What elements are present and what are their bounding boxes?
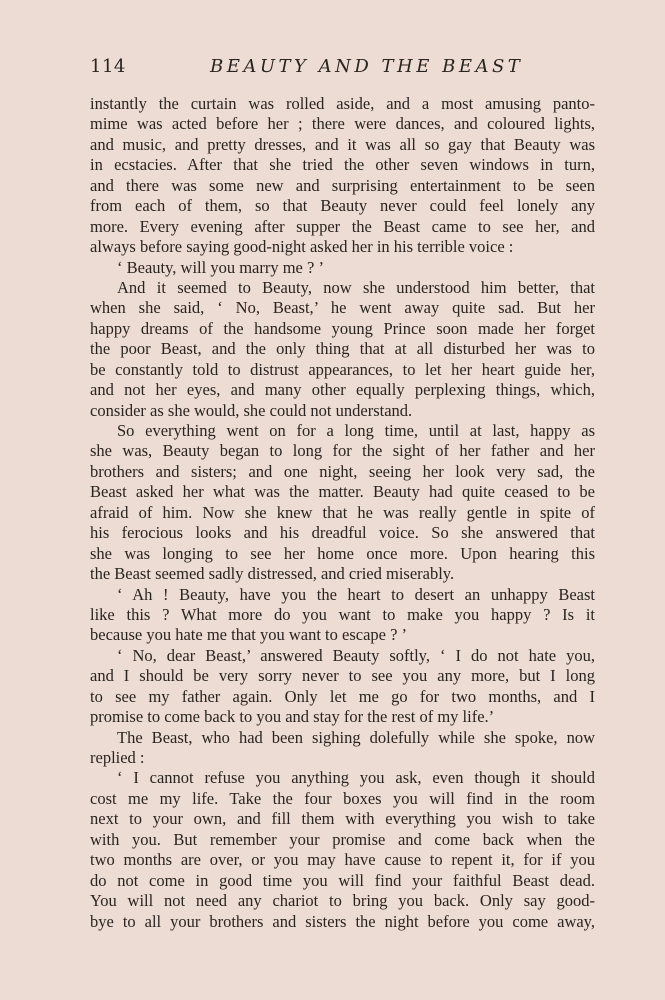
text-line: So everything went on for a long time, until at last, happy as [117, 421, 595, 440]
text-line: in ecstacies. After that she tried the other seven windows in turn, [90, 155, 595, 175]
text-line: next to your own, and fill them with everything you wish to take [90, 809, 595, 829]
text-line: Beast asked her what was the matter. Beauty had quite ceased to be [90, 482, 595, 502]
text-line: afraid of him. Now she knew that he was really gentle in spite of [90, 502, 595, 522]
text-line: more. Every evening after supper the Beast came to see her, and [90, 216, 595, 236]
text-line: she was longing to see her home once more. Upon hearing this [90, 543, 595, 563]
text-line: happy dreams of the handsome young Prince soon made her forget [90, 318, 595, 338]
text-line: she was, Beauty began to long for the sight of her father and her [90, 441, 595, 461]
text-line: You will not need any chariot to bring you back. Only say good- [90, 891, 595, 911]
text-line: the poor Beast, and the only thing that at all disturbed her was to [90, 339, 595, 359]
body-text [90, 94, 595, 932]
text-line: cost me my life. Take the four boxes you will find in the room [90, 788, 595, 808]
text-line: The Beast, who had been sighing dolefully while she spoke, now [117, 727, 595, 747]
text-line: And it seemed to Beauty, now she understood him better, that [117, 277, 595, 297]
text-line: ‘ Beauty, will you marry me ? ’ [117, 257, 324, 277]
text-line: because you hate me that you want to escape ? ’ [90, 625, 408, 645]
page-number: 114 [90, 56, 126, 77]
text-line: with you. But remember your promise and come back when the [90, 829, 595, 849]
text-line: brothers and sisters; and one night, seeing her look very sad, the [90, 461, 595, 481]
text-line: from each of them, so that Beauty never could feel lonely any [90, 196, 595, 216]
text-line: replied : [90, 748, 145, 767]
text-line: and not her eyes, and many other equally perplexing things, which, [90, 380, 595, 400]
text-line: two months are over, or you may have cause to repent it, for if you [90, 850, 595, 870]
text-line: and music, and pretty dresses, and it was all so gay that Beauty was [90, 134, 595, 154]
text-line: his ferocious looks and his dreadful voice. So she answered that [90, 523, 595, 543]
text-line: ‘ No, dear Beast,’ answered Beauty softly, ‘ I do not hate you, [117, 645, 595, 665]
text-line: consider as she would, she could not understand. [90, 400, 413, 420]
text-line: to see my father again. Only let me go for two months, and I [90, 686, 595, 706]
text-line: instantly the curtain was rolled aside, and a most amusing panto- [90, 94, 595, 113]
text-line: the Beast seemed sadly distressed, and cried miserably. [90, 564, 455, 584]
running-title: BEAUTY AND THE BEAST [210, 56, 524, 77]
text-line: promise to come back to you and stay for the rest of my life.’ [90, 707, 495, 727]
text-line: always before saying good-night asked her in his terrible voice : [90, 237, 514, 257]
text-line: do not come in good time you will find your faithful Beast dead. [90, 870, 595, 890]
text-line: like this ? What more do you want to make you happy ? Is it [90, 604, 595, 624]
text-line: ‘ I cannot refuse you anything you ask, even though it should [117, 768, 595, 788]
text-line: when she said, ‘ No, Beast,’ he went away quite sad. But her [90, 298, 595, 318]
text-line: ‘ Ah ! Beauty, have you the heart to desert an unhappy Beast [117, 584, 595, 604]
text-line: mime was acted before her ; there were dances, and coloured lights, [90, 114, 595, 134]
text-line: and there was some new and surprising entertainment to be seen [90, 175, 595, 195]
text-line: and I should be very sorry never to see you any more, but I long [90, 666, 595, 686]
text-line: bye to all your brothers and sisters the night before you come away, [90, 911, 595, 931]
text-line: be constantly told to distrust appearances, to let her heart guide her, [90, 359, 595, 379]
page-header [90, 56, 590, 82]
